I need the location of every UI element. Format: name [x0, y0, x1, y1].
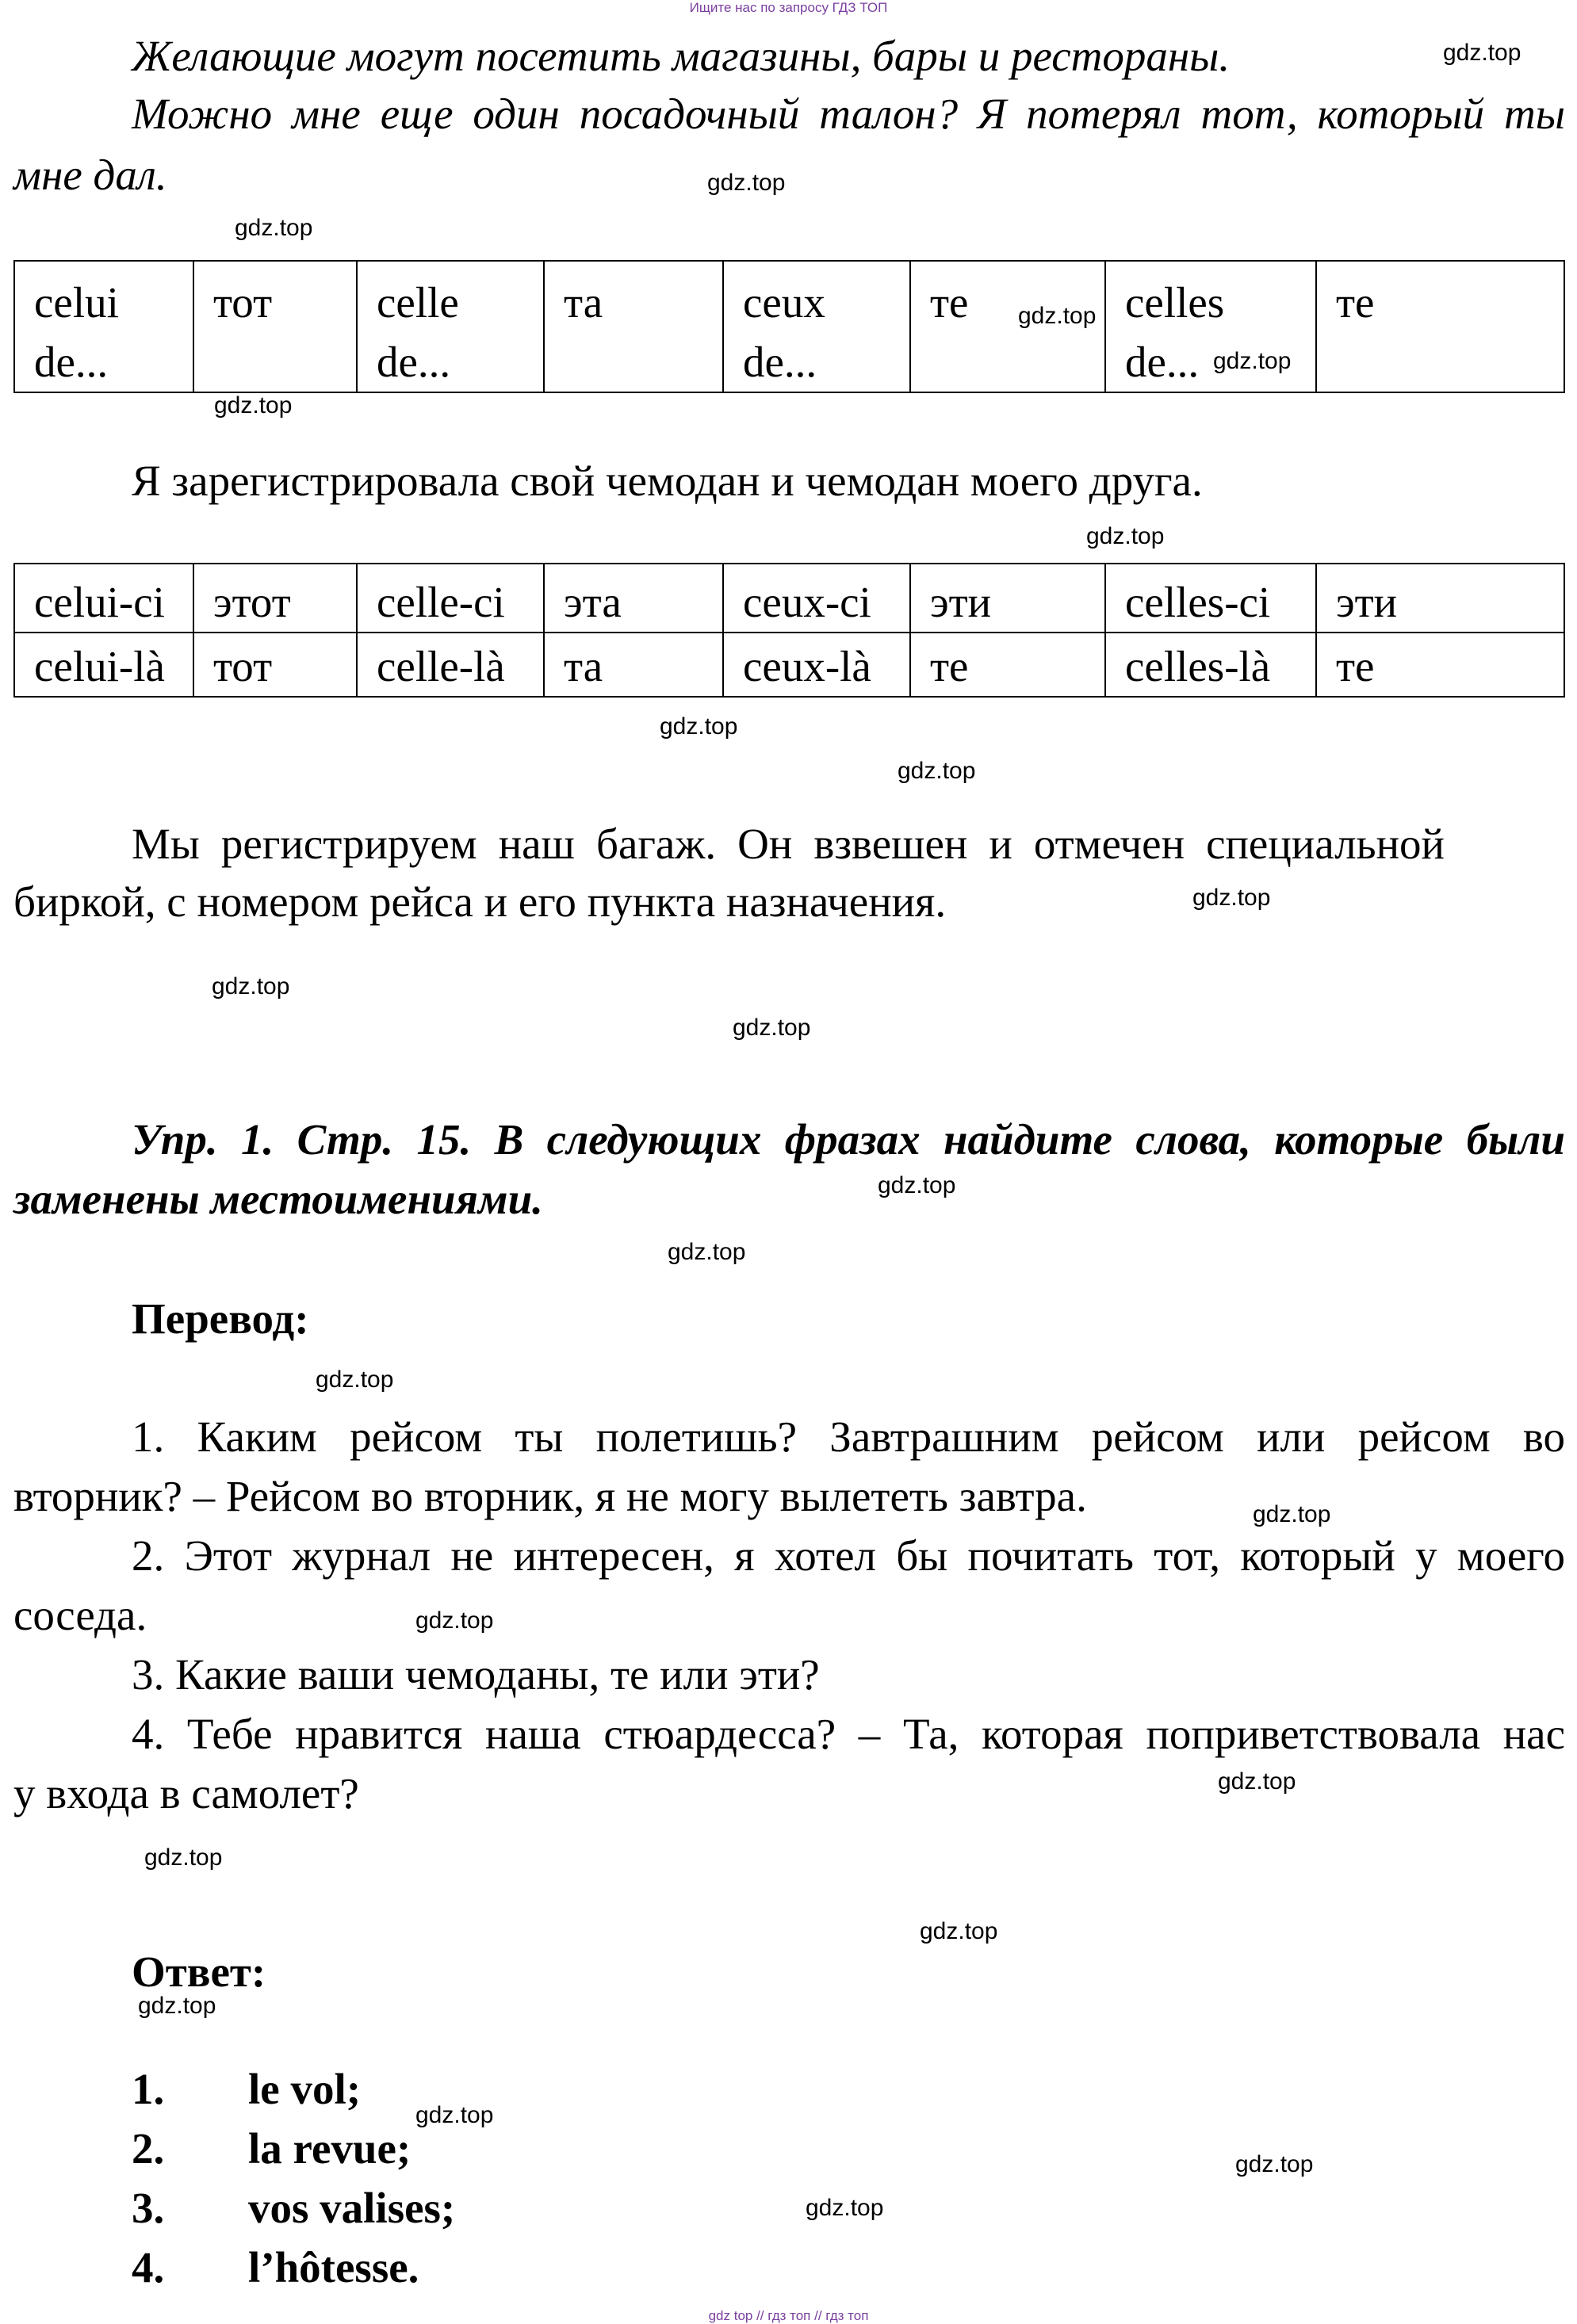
cell-ru: тот	[213, 642, 273, 690]
cell-ru: те	[930, 278, 969, 327]
table-cell	[910, 564, 1105, 633]
watermark: gdz.top	[1235, 2151, 1314, 2177]
watermark: gdz.top	[1086, 523, 1165, 549]
translation-3: 3. Какие ваши чемоданы, те или эти?	[132, 1650, 820, 1699]
table-cell	[1316, 633, 1564, 697]
cell-fr-de: de...	[34, 338, 109, 386]
table-cell	[193, 261, 357, 392]
cell-fr: ceux-là	[743, 642, 871, 690]
cell-fr: celles	[1125, 278, 1225, 327]
cell-ru: эти	[930, 578, 992, 626]
table-cell	[14, 633, 193, 697]
cell-fr-de: de...	[377, 338, 451, 386]
table-cell	[723, 261, 910, 392]
watermark: gdz.top	[898, 758, 976, 784]
baggage-line-1: Мы регистрируем наш багаж. Он взвешен и отмечен специальной	[132, 820, 1445, 868]
table-cell	[1105, 633, 1316, 697]
watermark: gdz.top	[214, 392, 293, 419]
answer-num: 2.	[132, 2124, 165, 2173]
translation-4a: 4. Тебе нравится наша стюардесса? – Та, которая поприветствовала нас	[132, 1710, 1565, 1758]
pronoun-table-de	[13, 260, 1565, 393]
translation-1b: вторник? – Рейсом во вторник, я не могу вылететь завтра.	[13, 1472, 1087, 1520]
cell-ru: тот	[213, 278, 273, 327]
cell-ru: те	[1336, 278, 1375, 327]
answer-num: 4.	[132, 2243, 165, 2292]
watermark: gdz.top	[1443, 40, 1521, 66]
watermark: gdz.top	[415, 2102, 494, 2128]
watermark: gdz.top	[1253, 1501, 1331, 1527]
translation-heading: Перевод:	[132, 1294, 309, 1343]
baggage-line-2: биркой, с номером рейса и его пункта назначения.	[13, 877, 947, 926]
cell-fr: ceux-ci	[743, 578, 871, 626]
answer-text: le vol;	[248, 2065, 362, 2113]
watermark: gdz.top	[707, 170, 786, 196]
cell-ru: эта	[564, 578, 622, 626]
watermark: gdz.top	[878, 1172, 956, 1198]
cell-fr: celle-là	[377, 642, 505, 690]
cell-fr: ceux	[743, 278, 825, 327]
cell-ru: те	[930, 642, 969, 690]
table-row	[14, 564, 1564, 633]
cell-fr: celui-là	[34, 642, 165, 690]
cell-ru: та	[564, 642, 603, 690]
table-cell	[723, 633, 910, 697]
answer-text: l’hôtesse.	[248, 2243, 419, 2292]
cell-ru: этот	[213, 578, 291, 626]
footer-note[interactable]: gdz top // гдз топ // гдз топ	[708, 2308, 869, 2323]
intro-line-2: Можно мне еще один посадочный талон? Я потерял тот, который ты	[132, 90, 1565, 138]
watermark: gdz.top	[1213, 348, 1292, 374]
exercise-line-2: заменены местоимениями.	[13, 1175, 543, 1223]
cell-fr-de: de...	[1125, 338, 1200, 386]
watermark: gdz.top	[235, 215, 313, 241]
watermark: gdz.top	[144, 1844, 223, 1871]
sentence-registered: Я зарегистрировала свой чемодан и чемодан моего друга.	[132, 457, 1203, 505]
translation-1a: 1. Каким рейсом ты полетишь? Завтрашним рейсом или рейсом во	[132, 1412, 1565, 1461]
table-cell	[357, 564, 544, 633]
watermark: gdz.top	[415, 1607, 494, 1634]
cell-fr: celle-ci	[377, 578, 505, 626]
table-cell	[544, 564, 723, 633]
watermark: gdz.top	[1018, 303, 1097, 329]
answer-text: la revue;	[248, 2124, 411, 2173]
answer-num: 1.	[132, 2065, 165, 2113]
watermark: gdz.top	[733, 1015, 811, 1041]
intro-line-3: мне дал.	[13, 151, 167, 199]
cell-ru: те	[1336, 642, 1375, 690]
table-cell	[910, 633, 1105, 697]
cell-fr: celui	[34, 278, 119, 327]
watermark: gdz.top	[316, 1366, 394, 1393]
table-cell	[1316, 261, 1564, 392]
answer-text: vos valises;	[248, 2184, 456, 2232]
table-cell	[14, 564, 193, 633]
table-cell	[723, 564, 910, 633]
watermark: gdz.top	[1218, 1768, 1296, 1795]
cell-ru: та	[564, 278, 603, 327]
watermark: gdz.top	[920, 1918, 998, 1944]
watermark: gdz.top	[212, 973, 290, 1000]
cell-fr-de: de...	[743, 338, 817, 386]
watermark: gdz.top	[138, 1993, 216, 2019]
table-cell	[1316, 564, 1564, 633]
table-cell	[14, 261, 193, 392]
table-cell	[193, 564, 357, 633]
table-cell	[193, 633, 357, 697]
translation-2b: соседа.	[13, 1591, 147, 1639]
cell-fr: celui-ci	[34, 578, 165, 626]
watermark: gdz.top	[806, 2195, 884, 2221]
cell-fr: celles-ci	[1125, 578, 1271, 626]
watermark: gdz.top	[660, 713, 738, 740]
translation-4b: у входа в самолет?	[13, 1769, 359, 1818]
cell-fr: celles-là	[1125, 642, 1271, 690]
table-cell	[544, 633, 723, 697]
answer-heading: Ответ:	[132, 1947, 266, 1996]
exercise-line-1: Упр. 1. Стр. 15. В следующих фразах найдите слова, которые были	[132, 1115, 1565, 1164]
translation-2a: 2. Этот журнал не интересен, я хотел бы почитать тот, который у моего	[132, 1531, 1565, 1580]
table-row	[14, 633, 1564, 697]
pronoun-table-ci-la	[13, 563, 1565, 698]
table-cell	[357, 633, 544, 697]
table-row	[14, 261, 1564, 392]
cell-ru: эти	[1336, 578, 1398, 626]
table-cell	[357, 261, 544, 392]
cell-fr: celle	[377, 278, 459, 327]
watermark: gdz.top	[668, 1239, 746, 1265]
answer-num: 3.	[132, 2184, 165, 2232]
intro-line-1: Желающие могут посетить магазины, бары и рестораны.	[132, 32, 1231, 80]
header-note[interactable]: Ищите нас по запросу ГДЗ ТОП	[689, 0, 888, 15]
table-cell	[544, 261, 723, 392]
table-cell	[1105, 564, 1316, 633]
watermark: gdz.top	[1192, 885, 1271, 911]
